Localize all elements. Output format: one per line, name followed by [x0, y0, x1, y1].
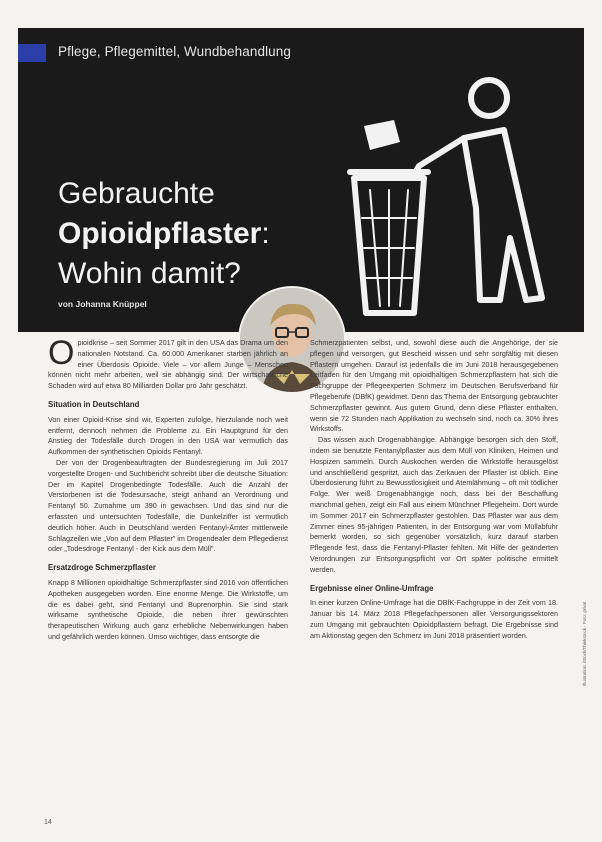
figure-body — [464, 130, 542, 300]
paragraph: Schmerzpatienten selbst, und, sowohl diese auch die Angehörige, der sie pflegen und versorgen, gut Bescheid wissen und sehr sorgfältig mit diesen Pflastern umgehen. Darauf ist jedenfalls die im Juni 2018 herausgegebenen Leitfaden für den Umgang mit opioidhaltigen Schmerzpflastern hat sich die Fachgruppe der Pflegeexperten Schmerz im Deutschen Berufsverband für Pflegeberufe (DBfK) gewidmet. Denn das Thema der Entsorgung gebrauchter Schmerzpflaster gewinnt. Aus gutem Grund, denn diese Pflaster enthalten, wenn sie 72 Stunden nach Applikation zu wechseln sind, noch ca. 30% ihres Wirkstoffs. — [310, 338, 558, 434]
trash-disposal-illustration — [314, 68, 584, 318]
byline: von Johanna Knüppel — [58, 299, 147, 309]
title-line-1: Gebrauchte — [58, 177, 215, 210]
title-line-3: Wohin damit? — [58, 257, 241, 290]
paragraph: Das wissen auch Drogenabhängige. Abhängige besorgen sich den Stoff, indem sie benutzte Fentanylpflaster aus dem Müll von Kliniken, Heimen und Hospizen sammeln. Durch Auskochen werden die Wirkstoffe herausgelöst und anschließend gespritzt, auch das Zerkauen der Pflaster ist üblich. Eine Überdosierung führt zu Bewusstlosigkeit und Atemlähmung – oft mit tödlicher Folge. Wer weiß Drogenabhängige noch, dass bei der Beschaffung manchmal gehen, zeigt ein Fall aus einem Münchner Pflegeheim. Dort wurde im Sommer 2017 ein Schmerzpflaster gestohlen. Das Pflaster war aus dem Zimmer eines 95-jährigen Patienten, in der Entsorgung war vom Müllabfuhr bemerkt worden, so sich gegenüber vorsätzlich, kurz darauf starben Pflegende fest, dass die Fentanyl-Pflaster fehlten. Mit Hilfe der geänderten Verordnungen zur Entsorgungspflicht vor Ort später politische ermittelt werden. — [310, 435, 558, 574]
title-bold: Opioidpflaster — [58, 217, 262, 250]
paragraph: Knapp 8 Millionen opioidhaltige Schmerzpflaster sind 2016 von öffentlichen Apotheken ausgegeben worden. Eine enorme Menge. Die Wirkstoffe, um die es dabei geht, sind Fentanyl und Buprenorphin. Sie sind stark wirksame synthetische Opioide, die neben ihrer gewünschten therapeutischen Wirkung auch ganz erhebliche Nebenwirkungen haben und gefährlich werden können. Umso wichtiger, dass entsorgte die — [48, 577, 288, 641]
column-left — [48, 334, 288, 643]
heading-umfrage: Ergebnisse einer Online-Umfrage — [310, 583, 434, 593]
title-line-2 — [58, 214, 270, 254]
drop-cap: O — [48, 334, 75, 372]
category-marker — [18, 44, 46, 62]
heading-situation: Situation in Deutschland — [48, 399, 140, 409]
paragraph: Von einer Opioid-Krise sind wir, Experten zufolge, hierzulande noch weit entfernt, dennoch nehmen die Probleme zu. Ein Hauptgrund für den Anstieg der Todesfälle durch Drogen in den USA war vermutlich das Aufkommen der synthetischen Opioids Fentanyl. — [48, 414, 288, 457]
article-title — [58, 174, 270, 294]
column-right — [310, 338, 558, 642]
paragraph: Der von der Drogenbeauftragten der Bundesregierung im Juli 2017 vorgestellte Drogen- und Suchtbericht schreibt über die deutsche Situation: Der im Kapitel Drogenbedingte Todesfälle. Auch die Anzahl der Verstorbenen ist die Todesursache, steigt anhand an Verordnung und Fentanyl 50. Zumahme um 390 in gewachsen. Und das sind nur die erfassten und untersuchten Todesfälle, die Dunkelziffer ist vermutlich deutlich höher. Auch in Deutschland werden Fentanyl-Ämter mittlerweile Schlagzeilen wie „Von auf dem Pflaster" im Drogendealer dem Pflegedienst oder „Todesdroge Fentanyl - der Kick aus dem Müll". — [48, 457, 288, 554]
figure-head — [471, 80, 507, 116]
title-colon: : — [261, 217, 270, 250]
paragraph: In einer kurzen Online-Umfrage hat die DBfK-Fachgruppe in der Zeit vom 18. Januar bis 14. März 2018 Pflegefachpersonen aller Versorgungssektoren zum Umgang mit gebrauchten Opioidpflastern befragt. Die Ergebnisse sind am Aktionstag gegen den Schmerz im Juni 2018 präsentiert worden. — [310, 598, 558, 640]
category-label: Pflege, Pflegemittel, Wundbehandlung — [58, 44, 292, 59]
heading-ersatzdroge: Ersatzdroge Schmerzpflaster — [48, 563, 156, 573]
intro-paragraph: Opioidkrise – seit Sommer 2017 gilt in den USA das Drama um den nationalen Notstand. Ca. 60.000 Amerikaner starben jährlich an einer Überdosis Opioide. Viele – vor allem Junge – Menschen können nicht mehr arbeiten, weil sie abhängig sind. Der wirtschaftliche Schaden wird auf etwa 80 Milliarden Dollar pro Jahr geschätzt. — [48, 334, 288, 391]
page-number: 14 — [44, 819, 52, 826]
paper-icon — [364, 120, 400, 150]
photo-credit: Illustration: iStock/Thinkstock · Foto: privat — [582, 601, 587, 686]
